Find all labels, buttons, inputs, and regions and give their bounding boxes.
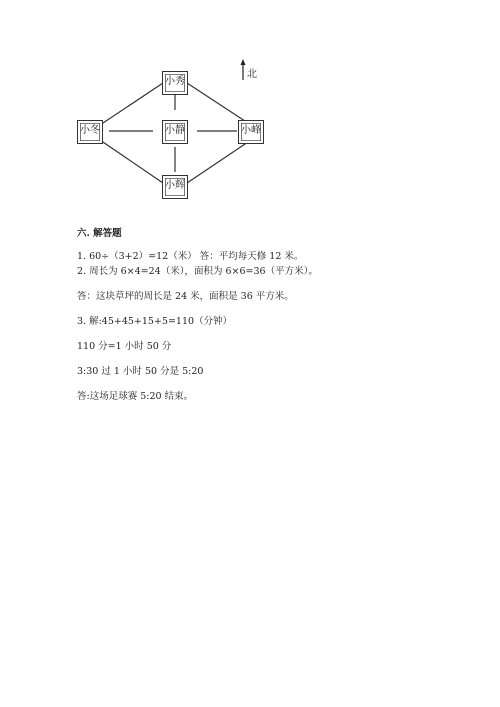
section-heading: 六. 解答题 xyxy=(77,228,122,239)
answer-line-4: 3. 解:45+45+15+5=110（分钟） xyxy=(77,316,233,327)
node-xiaohui xyxy=(162,175,188,199)
node-label: 小峰 xyxy=(241,125,261,136)
answer-line-7: 答:这场足球赛 5:20 结束。 xyxy=(77,391,194,402)
north-arrow-head xyxy=(241,59,246,65)
answer-line-2: 2. 周长为 6×4=24（米），面积为 6×6=36（平方米）。 xyxy=(77,266,318,277)
edge-bottom-left xyxy=(100,140,163,183)
diagram-connectors xyxy=(0,0,500,210)
edge-bottom-right xyxy=(187,140,251,183)
node-label: 小秀 xyxy=(165,76,185,87)
position-diagram xyxy=(0,0,500,210)
node-label: 小辉 xyxy=(165,180,185,191)
answer-line-6: 3:30 过 1 小时 50 分是 5:20 xyxy=(77,366,204,377)
node-xiaodong xyxy=(77,120,103,144)
edge-top-right xyxy=(187,83,251,125)
edge-top-left xyxy=(100,83,163,125)
node-xiaoxiu xyxy=(162,71,188,95)
answer-line-1: 1. 60÷（3+2）=12（米） 答：平均每天修 12 米。 xyxy=(77,251,304,262)
node-xiaojing xyxy=(162,120,188,144)
answer-line-3: 答：这块草坪的周长是 24 米，面积是 36 平方米。 xyxy=(77,291,294,302)
answer-line-5: 110 分=1 小时 50 分 xyxy=(77,341,172,352)
node-xiaofeng xyxy=(238,120,264,144)
north-label: 北 xyxy=(247,69,257,80)
node-label: 小静 xyxy=(165,125,185,136)
node-label: 小冬 xyxy=(80,125,100,136)
